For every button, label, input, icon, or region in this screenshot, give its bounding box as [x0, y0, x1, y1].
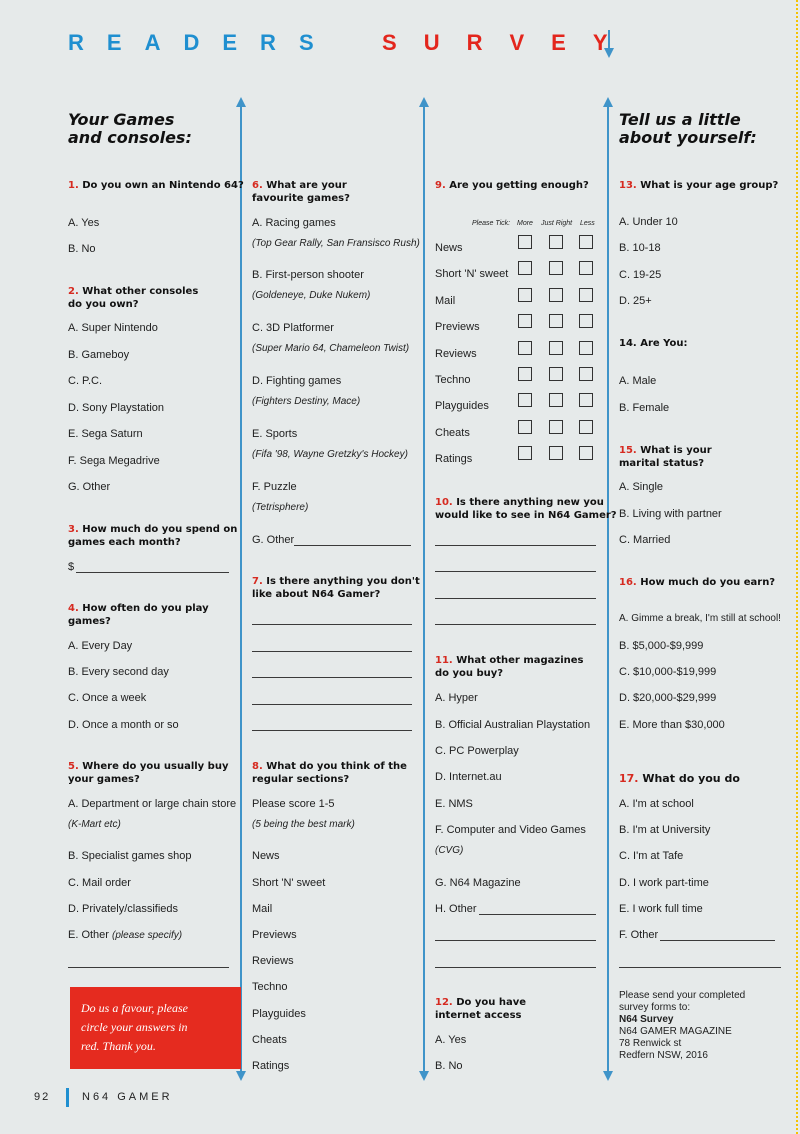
tick-header: Please Tick: [472, 220, 511, 227]
question-2 [68, 285, 198, 311]
question-8 [252, 760, 407, 786]
section-title-line: and consoles: [68, 128, 192, 147]
question-text: internet access [435, 1010, 522, 1021]
address-line: 78 Renwick st [619, 1038, 682, 1049]
question-text: games each month? [68, 537, 181, 548]
tick-row-label: Reviews [435, 347, 477, 360]
question-text: What do you think of the [266, 761, 407, 772]
question-4 [68, 602, 209, 628]
header-letter: V [509, 30, 525, 55]
tick-checkbox[interactable] [549, 420, 563, 434]
survey-header-word2 [382, 30, 608, 56]
section-item[interactable]: Playguides [252, 1008, 306, 1020]
option[interactable]: A. Yes [68, 217, 100, 229]
header-letter: Y [592, 30, 608, 55]
question-3 [68, 523, 237, 549]
header-letter: R [466, 30, 483, 55]
question-text: favourite games? [252, 193, 350, 204]
option[interactable]: B. First-person shooter [252, 269, 364, 281]
arrow-down-icon [603, 1071, 613, 1081]
section-item[interactable]: Techno [252, 981, 288, 993]
option[interactable]: B. No [68, 243, 96, 255]
option[interactable]: B. $5,000-$9,999 [619, 640, 704, 652]
option[interactable]: D. $20,000-$29,999 [619, 692, 717, 704]
option-other[interactable]: H. Other [435, 903, 477, 915]
question-text: would like to see in N64 Gamer? [435, 510, 617, 521]
answer-line[interactable] [435, 598, 596, 599]
option[interactable]: D. I work part-time [619, 877, 709, 889]
tick-row-label: Previews [435, 321, 480, 334]
question-text: How much do you earn? [640, 577, 776, 588]
question-number: 12. [435, 997, 453, 1008]
option[interactable]: B. Every second day [68, 666, 169, 678]
tick-column-label: Just Right [541, 220, 573, 227]
question-5 [68, 760, 228, 786]
section-item[interactable]: Previews [252, 929, 297, 941]
option[interactable]: A. Racing games [252, 217, 336, 229]
option[interactable]: E. More than $30,000 [619, 719, 725, 731]
option[interactable]: E. NMS [435, 798, 473, 810]
option[interactable]: A. Super Nintendo [68, 322, 158, 334]
address-line: N64 GAMER MAGAZINE [619, 1026, 732, 1037]
survey-header [68, 30, 314, 56]
send-instructions: survey forms to: [619, 1002, 691, 1013]
question-number: 2. [68, 286, 79, 297]
option[interactable]: E. Sports [252, 428, 298, 440]
option[interactable]: B. Official Australian Playstation [435, 719, 591, 731]
section-item[interactable]: Mail [252, 903, 273, 915]
option-hint: (Fifa '98, Wayne Gretzky's Hockey) [252, 449, 408, 460]
option[interactable]: B. Female [619, 402, 670, 414]
answer-line[interactable] [76, 572, 229, 573]
answer-line[interactable] [619, 967, 781, 968]
option[interactable]: C. PC Powerplay [435, 745, 519, 757]
option[interactable]: B. No [435, 1060, 463, 1072]
option[interactable]: D. Once a month or so [68, 719, 179, 731]
header-letter: E [551, 30, 566, 55]
answer-line[interactable] [435, 967, 596, 968]
tick-checkbox[interactable] [518, 367, 532, 381]
column-divider [423, 105, 425, 1073]
question-number: 3. [68, 524, 79, 535]
option[interactable]: B. Gameboy [68, 349, 130, 361]
tick-row-label: Mail [435, 294, 456, 307]
tick-checkbox[interactable] [549, 288, 563, 302]
question-text: How often do you play [82, 603, 209, 614]
tick-checkbox[interactable] [518, 393, 532, 407]
tick-checkbox[interactable] [549, 393, 563, 407]
tick-checkbox[interactable] [518, 314, 532, 328]
tick-checkbox[interactable] [549, 235, 563, 249]
column-divider [607, 105, 609, 1073]
answer-line[interactable] [435, 940, 596, 941]
question-number: 4. [68, 603, 79, 614]
option-hint: (Tetrisphere) [252, 502, 309, 513]
question-text: What is your age group? [640, 180, 779, 191]
answer-line[interactable] [660, 940, 775, 941]
question-number: 16. [619, 577, 637, 588]
option[interactable]: F. Computer and Video Games [435, 824, 586, 836]
answer-line[interactable] [435, 624, 596, 625]
header-arrow-icon [604, 48, 614, 58]
tick-checkbox[interactable] [579, 314, 593, 328]
page-number: 92 [34, 1091, 51, 1103]
question-text: your games? [68, 774, 140, 785]
question-text: Are You: [640, 338, 688, 349]
question-11 [435, 654, 584, 680]
address-line: Redfern NSW, 2016 [619, 1050, 708, 1061]
arrow-down-icon [419, 1071, 429, 1081]
tick-checkbox[interactable] [549, 367, 563, 381]
tick-checkbox[interactable] [579, 420, 593, 434]
option[interactable]: B. Specialist games shop [68, 850, 192, 862]
answer-line[interactable] [252, 730, 412, 731]
option-hint: (CVG) [435, 845, 464, 856]
tick-checkbox[interactable] [579, 341, 593, 355]
tick-checkbox[interactable] [579, 446, 593, 460]
tick-row-label: Ratings [435, 453, 473, 466]
section-title-about [619, 111, 757, 147]
section-item[interactable]: Short 'N' sweet [252, 877, 326, 889]
option[interactable]: C. P.C. [68, 375, 103, 387]
tick-checkbox[interactable] [549, 314, 563, 328]
tick-row-label: News [435, 242, 463, 254]
option[interactable]: B. I'm at University [619, 824, 711, 836]
header-letter: S [382, 30, 397, 55]
option[interactable]: D. Sony Playstation [68, 402, 164, 414]
option[interactable]: B. 10-18 [619, 242, 661, 254]
question-number: 14. [619, 338, 637, 349]
currency-label: $ [68, 561, 75, 573]
question-13 [619, 179, 778, 192]
header-letter: E [106, 30, 122, 55]
address-name: N64 Survey [619, 1014, 674, 1025]
question-text: How much do you spend on [82, 524, 238, 535]
section-item[interactable]: Cheats [252, 1034, 287, 1046]
tick-row-label: Playguides [435, 400, 489, 413]
option-hint: (please specify) [112, 930, 183, 941]
question-9 [435, 179, 589, 192]
tick-row-label: Techno [435, 374, 471, 386]
option[interactable]: D. 25+ [619, 295, 652, 307]
option[interactable]: A. Male [619, 375, 657, 387]
tick-checkbox[interactable] [549, 341, 563, 355]
header-letter: R [68, 30, 84, 55]
option-hint: (Goldeneye, Duke Nukem) [252, 290, 371, 301]
option-hint: (Fighters Destiny, Mace) [252, 396, 361, 407]
option[interactable]: A. Yes [435, 1034, 467, 1046]
instruction-line: circle your answers in [81, 1020, 188, 1034]
tick-checkbox[interactable] [549, 446, 563, 460]
tick-checkbox[interactable] [579, 367, 593, 381]
tick-checkbox[interactable] [518, 261, 532, 275]
answer-line[interactable] [435, 545, 596, 546]
section-title-line: about yourself: [619, 128, 757, 147]
arrow-up-icon [419, 97, 429, 107]
score-hint: (5 being the best mark) [252, 819, 355, 830]
answer-line[interactable] [479, 914, 596, 915]
option-other[interactable] [68, 929, 182, 941]
instruction-line: Do us a favour, please [81, 1001, 188, 1015]
header-letter: S [298, 30, 314, 55]
option-label: E. Other [68, 929, 109, 941]
option[interactable]: G. Other [68, 481, 111, 493]
question-text: Is there anything you don't [266, 576, 420, 587]
question-text: do you buy? [435, 668, 504, 679]
header-letter: R [260, 30, 276, 55]
answer-line[interactable] [68, 967, 229, 968]
tick-checkbox[interactable] [579, 261, 593, 275]
tick-column-label: Less [580, 220, 595, 227]
header-letter: A [144, 30, 161, 55]
option-hint: (Top Gear Rally, San Fransisco Rush) [252, 238, 420, 249]
tick-row-label: Cheats [435, 426, 470, 439]
answer-line[interactable] [252, 651, 412, 652]
question-text: Is there anything new you [456, 497, 604, 508]
section-item[interactable]: Ratings [252, 1060, 290, 1072]
question-10 [435, 496, 617, 522]
footer-divider [66, 1088, 69, 1107]
column-divider [240, 105, 242, 1073]
option[interactable]: F. Puzzle [252, 481, 297, 493]
option-other[interactable]: F. Other [619, 929, 659, 941]
option[interactable]: C. Married [619, 534, 671, 546]
tick-column-label: More [517, 220, 533, 227]
page-edge [796, 0, 798, 1134]
question-text: games? [68, 616, 111, 627]
section-title-games [68, 111, 192, 147]
option[interactable]: E. Sega Saturn [68, 428, 143, 440]
question-text: Do you own an Nintendo 64? [82, 180, 244, 191]
question-number: 5. [68, 761, 79, 772]
tick-checkbox[interactable] [579, 393, 593, 407]
question-text: What other consoles [82, 286, 199, 297]
question-15 [619, 444, 712, 470]
option[interactable]: A. Hyper [435, 692, 478, 704]
score-instructions: Please score 1-5 [252, 798, 335, 810]
question-text: like about N64 Gamer? [252, 589, 381, 600]
question-text: marital status? [619, 458, 705, 469]
question-text: do you own? [68, 299, 139, 310]
option[interactable]: C. I'm at Tafe [619, 850, 684, 862]
question-number: 9. [435, 180, 446, 191]
question-number: 8. [252, 761, 263, 772]
option[interactable]: C. Mail order [68, 877, 131, 889]
option-other[interactable]: G. Other [252, 534, 295, 546]
option[interactable]: C. $10,000-$19,999 [619, 666, 717, 678]
question-text: What is your [640, 445, 712, 456]
option[interactable]: A. I'm at school [619, 798, 694, 810]
tick-checkbox[interactable] [579, 288, 593, 302]
tick-row-label: Short 'N' sweet [435, 268, 509, 281]
answer-line[interactable] [252, 624, 412, 625]
option-hint: (Super Mario 64, Chameleon Twist) [252, 343, 410, 354]
arrow-up-icon [236, 97, 246, 107]
arrow-down-icon [236, 1071, 246, 1081]
tick-checkbox[interactable] [518, 235, 532, 249]
option[interactable]: D. Privately/classifieds [68, 903, 179, 915]
answer-line[interactable] [252, 677, 412, 678]
option[interactable]: A. Under 10 [619, 216, 678, 228]
tick-checkbox[interactable] [518, 420, 532, 434]
question-number: 15. [619, 445, 637, 456]
question-text: Where do you usually buy [82, 761, 229, 772]
question-1 [68, 179, 244, 192]
question-12 [435, 996, 526, 1022]
option[interactable]: E. I work full time [619, 903, 703, 915]
instruction-line: red. Thank you. [81, 1039, 156, 1053]
tick-checkbox[interactable] [518, 446, 532, 460]
option[interactable]: B. Living with partner [619, 508, 722, 520]
question-number: 7. [252, 576, 263, 587]
option[interactable]: A. Every Day [68, 640, 133, 652]
question-14 [619, 337, 687, 350]
tick-checkbox[interactable] [518, 341, 532, 355]
section-title-line: Your Games [68, 110, 175, 129]
option[interactable]: F. Sega Megadrive [68, 455, 160, 467]
section-item[interactable]: News [252, 850, 280, 862]
option[interactable]: C. 3D Platformer [252, 322, 334, 334]
answer-line[interactable] [435, 571, 596, 572]
section-item[interactable]: Reviews [252, 955, 294, 967]
option[interactable]: C. Once a week [68, 692, 147, 704]
option[interactable]: D. Fighting games [252, 375, 342, 387]
option[interactable]: A. Gimme a break, I'm still at school! [619, 613, 781, 624]
question-text: regular sections? [252, 774, 350, 785]
question-text: Are you getting enough? [449, 180, 589, 191]
send-instructions: Please send your completed [619, 990, 746, 1001]
question-number: 11. [435, 655, 453, 666]
section-title-line: Tell us a little [619, 110, 741, 129]
question-7 [252, 575, 420, 601]
question-number: 6. [252, 180, 263, 191]
header-letter: D [183, 30, 200, 55]
question-text: What do you do [642, 772, 740, 785]
arrow-up-icon [603, 97, 613, 107]
question-6 [252, 179, 350, 205]
option[interactable]: C. 19-25 [619, 269, 662, 281]
question-text: What are your [266, 180, 347, 191]
answer-line[interactable] [252, 704, 412, 705]
mailing-address [619, 990, 745, 1062]
question-number: 1. [68, 180, 79, 191]
question-17 [619, 772, 740, 785]
magazine-name: N64 GAMER [82, 1091, 173, 1103]
question-text: Do you have [456, 997, 527, 1008]
option[interactable]: G. N64 Magazine [435, 877, 521, 889]
header-rule [608, 30, 610, 50]
question-16 [619, 576, 775, 589]
option[interactable]: A. Department or large chain store [68, 798, 237, 810]
tick-checkbox[interactable] [579, 235, 593, 249]
question-text: What other magazines [456, 655, 584, 666]
instruction-box [70, 987, 241, 1069]
option[interactable]: A. Single [619, 481, 664, 493]
header-letter: U [423, 30, 440, 55]
question-number: 10. [435, 497, 453, 508]
tick-checkbox[interactable] [549, 261, 563, 275]
question-number: 17. [619, 772, 639, 785]
option[interactable]: D. Internet.au [435, 771, 502, 783]
option-hint: (K-Mart etc) [68, 819, 121, 830]
header-letter: E [222, 30, 238, 55]
tick-checkbox[interactable] [518, 288, 532, 302]
question-number: 13. [619, 180, 637, 191]
answer-line[interactable] [294, 545, 411, 546]
